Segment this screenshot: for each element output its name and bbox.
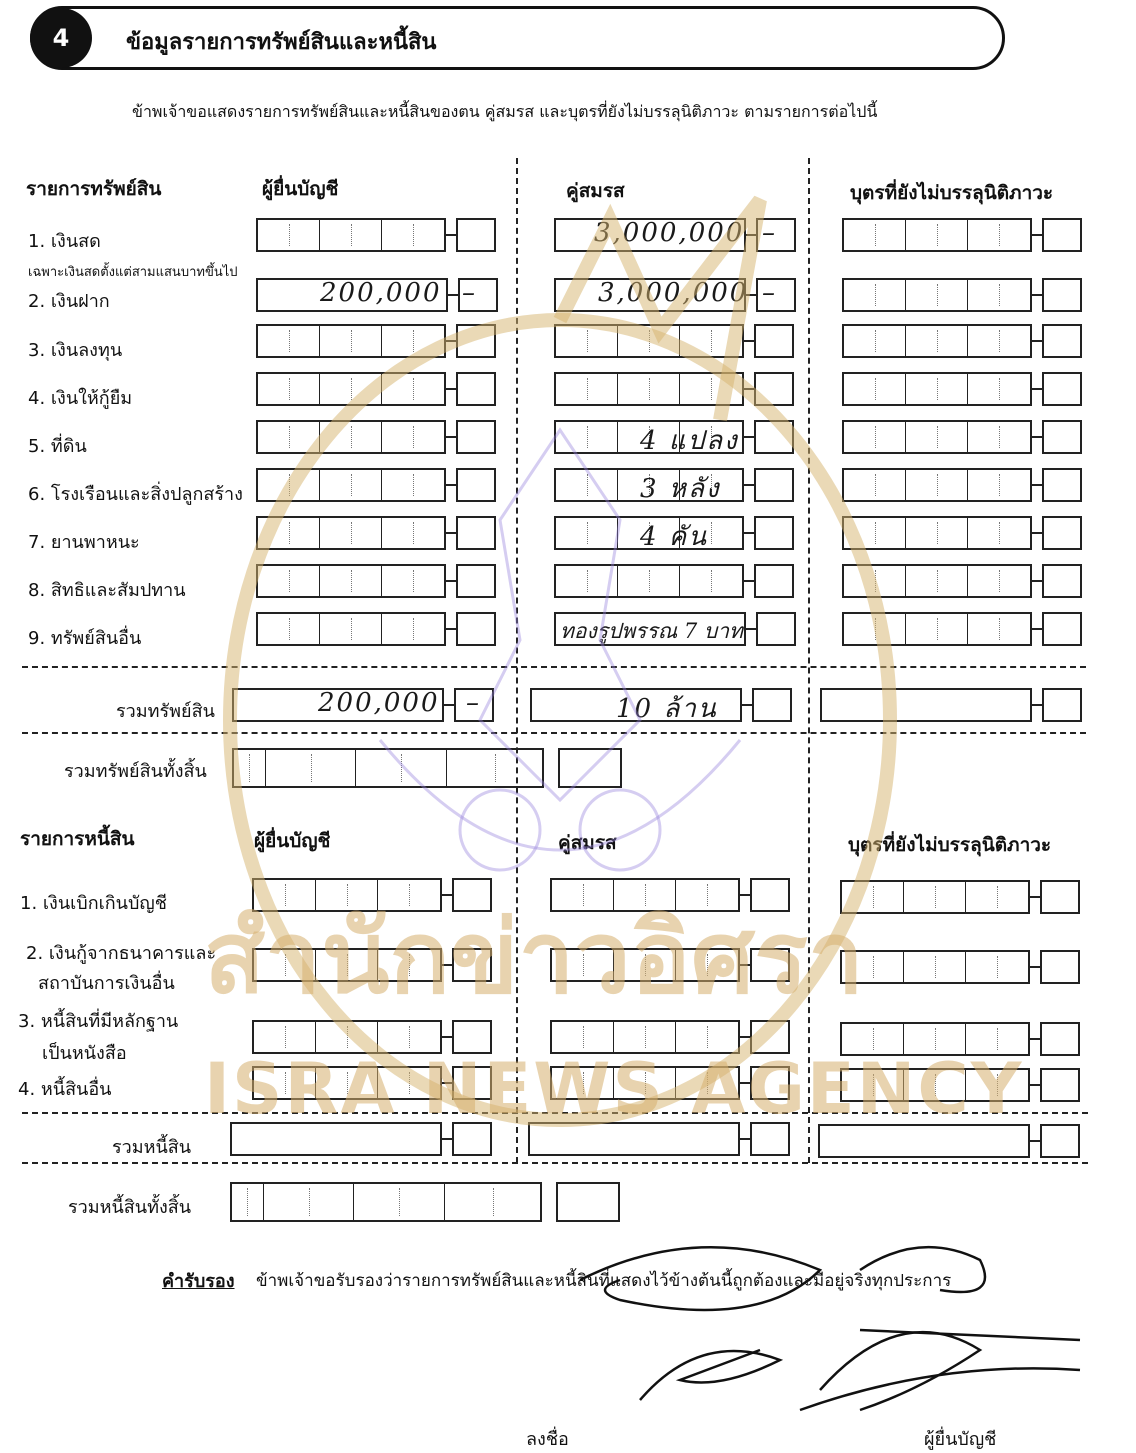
signature xyxy=(560,1240,1120,1440)
liabilities-grand-total-label: รวมหนี้สินทั้งสิ้น xyxy=(68,1197,192,1218)
certification-title: คำรับรอง xyxy=(162,1271,235,1292)
asset-9-spouse-value: ทองรูปพรรณ 7 บาท xyxy=(560,619,743,643)
liability-label-4: 4. หนี้สินอื่น xyxy=(18,1079,112,1100)
liability-label-3b: เป็นหนังสือ xyxy=(42,1043,127,1064)
asset-2-spouse-satang: – xyxy=(762,278,777,308)
asset-7-spouse-value: 4 คัน xyxy=(640,522,708,552)
assets-col-spouse: คู่สมรส xyxy=(566,180,625,202)
asset-1-spouse-value: 3,000,000 xyxy=(594,218,745,248)
asset-label-1: 1. เงินสด xyxy=(28,231,101,252)
watermark-flame xyxy=(560,200,760,420)
certification-text: ข้าพเจ้าขอรับรองว่ารายการทรัพย์สินและหนี้สินที่แสดงไว้ข้างต้นนี้ถูกต้องและมีอยู่จริงทุกประการ xyxy=(256,1271,952,1291)
assets-header: รายการทรัพย์สิน xyxy=(26,178,162,200)
asset-label-8: 8. สิทธิและสัมปทาน xyxy=(28,580,186,601)
intro-text: ข้าพเจ้าขอแสดงรายการทรัพย์สินและหนี้สินของตน คู่สมรส และบุตรที่ยังไม่บรรลุนิติภาวะ ตามรายการต่อไปนี้ xyxy=(132,102,878,121)
liability-label-2b: สถาบันการเงินอื่น xyxy=(38,973,175,994)
asset-2-declarant-satang: – xyxy=(462,278,477,308)
assets-grand-total-label: รวมทรัพย์สินทั้งสิ้น xyxy=(64,761,207,782)
asset-6-spouse-value: 3 หลัง xyxy=(640,474,721,504)
liabilities-col-declarant: ผู้ยื่นบัญชี xyxy=(254,830,331,852)
assets-col-declarant: ผู้ยื่นบัญชี xyxy=(262,178,339,200)
assets-total-declarant-satang: – xyxy=(466,688,481,718)
asset-label-6: 6. โรงเรือนและสิ่งปลูกสร้าง xyxy=(28,484,243,505)
sign-label: ลงชื่อ xyxy=(526,1429,569,1450)
asset-label-4: 4. เงินให้กู้ยืม xyxy=(28,388,133,409)
liability-label-1: 1. เงินเบิกเกินบัญชี xyxy=(20,893,167,914)
liabilities-col-children: บุตรที่ยังไม่บรรลุนิติภาวะ xyxy=(848,834,1052,856)
watermark-english: ISRA NEWS AGENCY xyxy=(204,1048,1024,1130)
watermark-thai: สำนักข่าวอิศรา xyxy=(204,899,865,1016)
asset-5-spouse-value: 4 แปลง xyxy=(640,426,739,456)
asset-label-5: 5. ที่ดิน xyxy=(28,436,87,457)
watermark-emblem xyxy=(380,430,740,870)
liability-label-2: 2. เงินกู้จากธนาคารและ xyxy=(26,943,217,964)
asset-2-declarant-value: 200,000 xyxy=(320,278,442,308)
asset-label-7: 7. ยานพาหนะ xyxy=(28,532,140,553)
cash-note: เฉพาะเงินสดตั้งแต่สามแสนบาทขึ้นไป xyxy=(28,265,238,280)
section-number: 4 xyxy=(30,8,92,68)
assets-col-children: บุตรที่ยังไม่บรรลุนิติภาวะ xyxy=(850,182,1054,204)
signer-label: ผู้ยื่นบัญชี xyxy=(924,1429,997,1450)
asset-label-3: 3. เงินลงทุน xyxy=(28,340,123,361)
asset-label-9: 9. ทรัพย์สินอื่น xyxy=(28,628,142,649)
liabilities-col-spouse: คู่สมรส xyxy=(558,832,617,854)
asset-label-2: 2. เงินฝาก xyxy=(28,291,110,312)
liabilities-total-label: รวมหนี้สิน xyxy=(112,1137,192,1158)
assets-total-label: รวมทรัพย์สิน xyxy=(116,701,215,722)
section-title: ข้อมูลรายการทรัพย์สินและหนี้สิน xyxy=(126,30,437,55)
liabilities-header: รายการหนี้สิน xyxy=(20,828,135,850)
asset-1-spouse-satang: – xyxy=(762,218,777,248)
assets-total-declarant-value: 200,000 xyxy=(318,688,440,718)
liability-label-3: 3. หนี้สินที่มีหลักฐาน xyxy=(18,1011,179,1032)
assets-total-spouse-value: 10 ล้าน xyxy=(616,694,718,724)
asset-2-spouse-value: 3,000,000 xyxy=(598,278,749,308)
